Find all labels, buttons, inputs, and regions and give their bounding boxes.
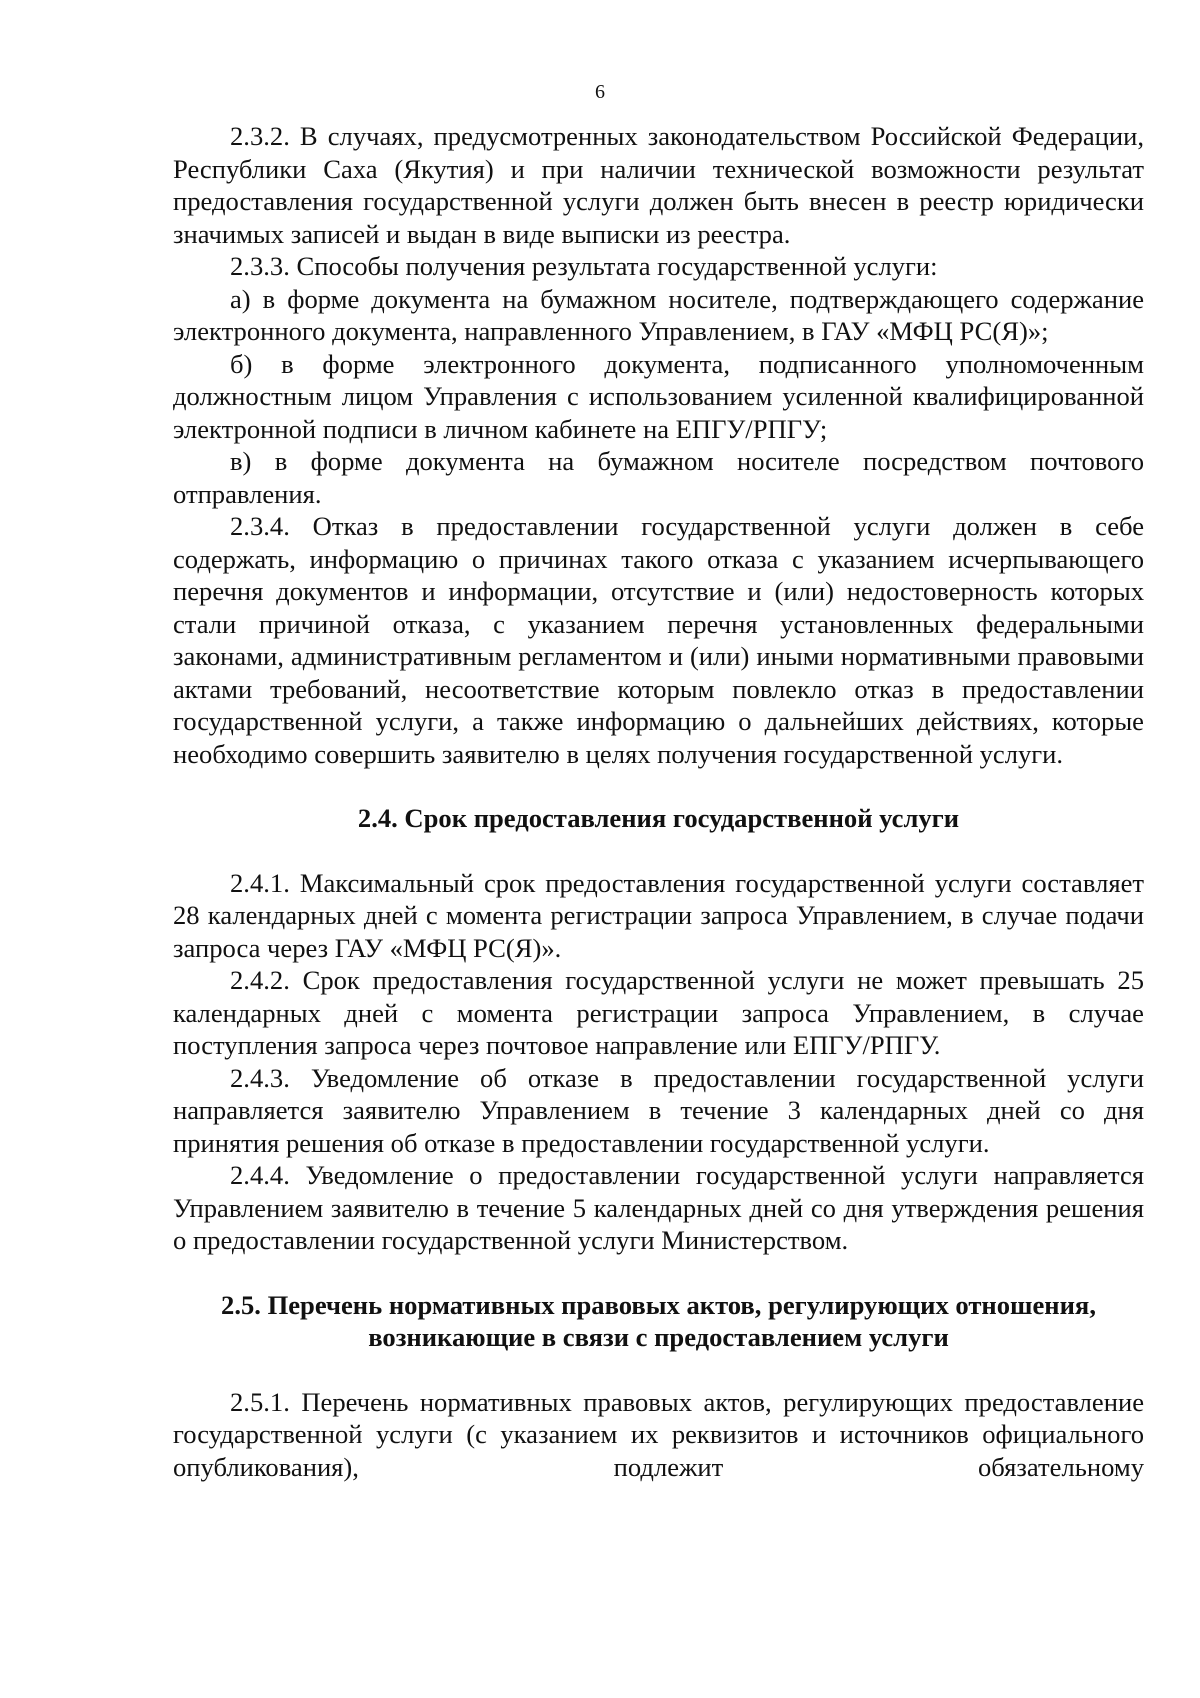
- paragraph-2-3-4: 2.3.4. Отказ в предоставлении государственной услуги должен в себе содержать, информацию о причинах такого отказа с указанием исчерпывающего перечня документов и информации, отсутствие и (или) недостоверность которых стали причиной отказа, с указанием перечня установленных федеральными законами, административным регламентом и (или) иными нормативными правовыми актами требований, несоответствие которым повлекло отказ в предоставлении государственной услуги, а также информацию о дальнейших действиях, которые необходимо совершить заявителю в целях получения государственной услуги.: [173, 511, 1144, 769]
- paragraph-2-3-3: 2.3.3. Способы получения результата государственной услуги:: [230, 251, 938, 281]
- section-heading-2-4: 2.4. Срок предоставления государственной услуги: [357, 803, 960, 833]
- paragraph-2-3-3-a: а) в форме документа на бумажном носителе, подтверждающего содержание электронного документа, направленного Управлением, в ГАУ «МФЦ РС(Я)»;: [173, 283, 1144, 346]
- paragraph-2-3-3-v: в) в форме документа на бумажном носителе посредством почтового отправления.: [173, 446, 1144, 509]
- paragraph-2-3-2: 2.3.2. В случаях, предусмотренных законодательством Российской Федерации, Республики Саха (Якутия) и при наличии технической возможности результат предоставления государственной услуги должен быть внесен в реестр юридически значимых записей и выдан в виде выписки из реестра.: [173, 121, 1144, 249]
- paragraph-2-4-3: 2.4.3. Уведомление об отказе в предоставлении государственной услуги направляется заявителю Управлением в течение 3 календарных дней со дня принятия решения об отказе в предоставлении государственной услуги.: [173, 1062, 1144, 1158]
- paragraph-2-5-1: 2.5.1. Перечень нормативных правовых актов, регулирующих предоставление государственной услуги (с указанием их реквизитов и источников официального опубликования), подлежит обязательному: [173, 1386, 1144, 1482]
- section-heading-2-5-line-1: 2.5. Перечень нормативных правовых актов, регулирующих отношения,: [221, 1289, 1096, 1320]
- document-body: [173, 120, 1144, 1483]
- paragraph-2-3-3-b: б) в форме электронного документа, подписанного уполномоченным должностным лицом Управления с использованием усиленной квалифицированной электронной подписи в личном кабинете на ЕПГУ/РПГУ;: [173, 348, 1144, 444]
- page-number: 6: [595, 81, 605, 103]
- section-heading-2-5-line-2: возникающие в связи с предоставлением услуги: [368, 1322, 949, 1352]
- paragraph-2-4-4: 2.4.4. Уведомление о предоставлении государственной услуги направляется Управлением заявителю в течение 5 календарных дней со дня утверждения решения о предоставлении государственной услуги Министерством.: [173, 1160, 1144, 1255]
- paragraph-2-4-1: 2.4.1. Максимальный срок предоставления государственной услуги составляет 28 календарных дней с момента регистрации запроса Управлением, в случае подачи запроса через ГАУ «МФЦ РС(Я)».: [173, 867, 1144, 963]
- section-heading-2-5: [173, 1289, 1144, 1354]
- paragraph-2-4-2: 2.4.2. Срок предоставления государственной услуги не может превышать 25 календарных дней с момента регистрации запроса Управлением, в случае поступления запроса через почтовое направление или ЕПГУ/РПГУ.: [173, 965, 1144, 1060]
